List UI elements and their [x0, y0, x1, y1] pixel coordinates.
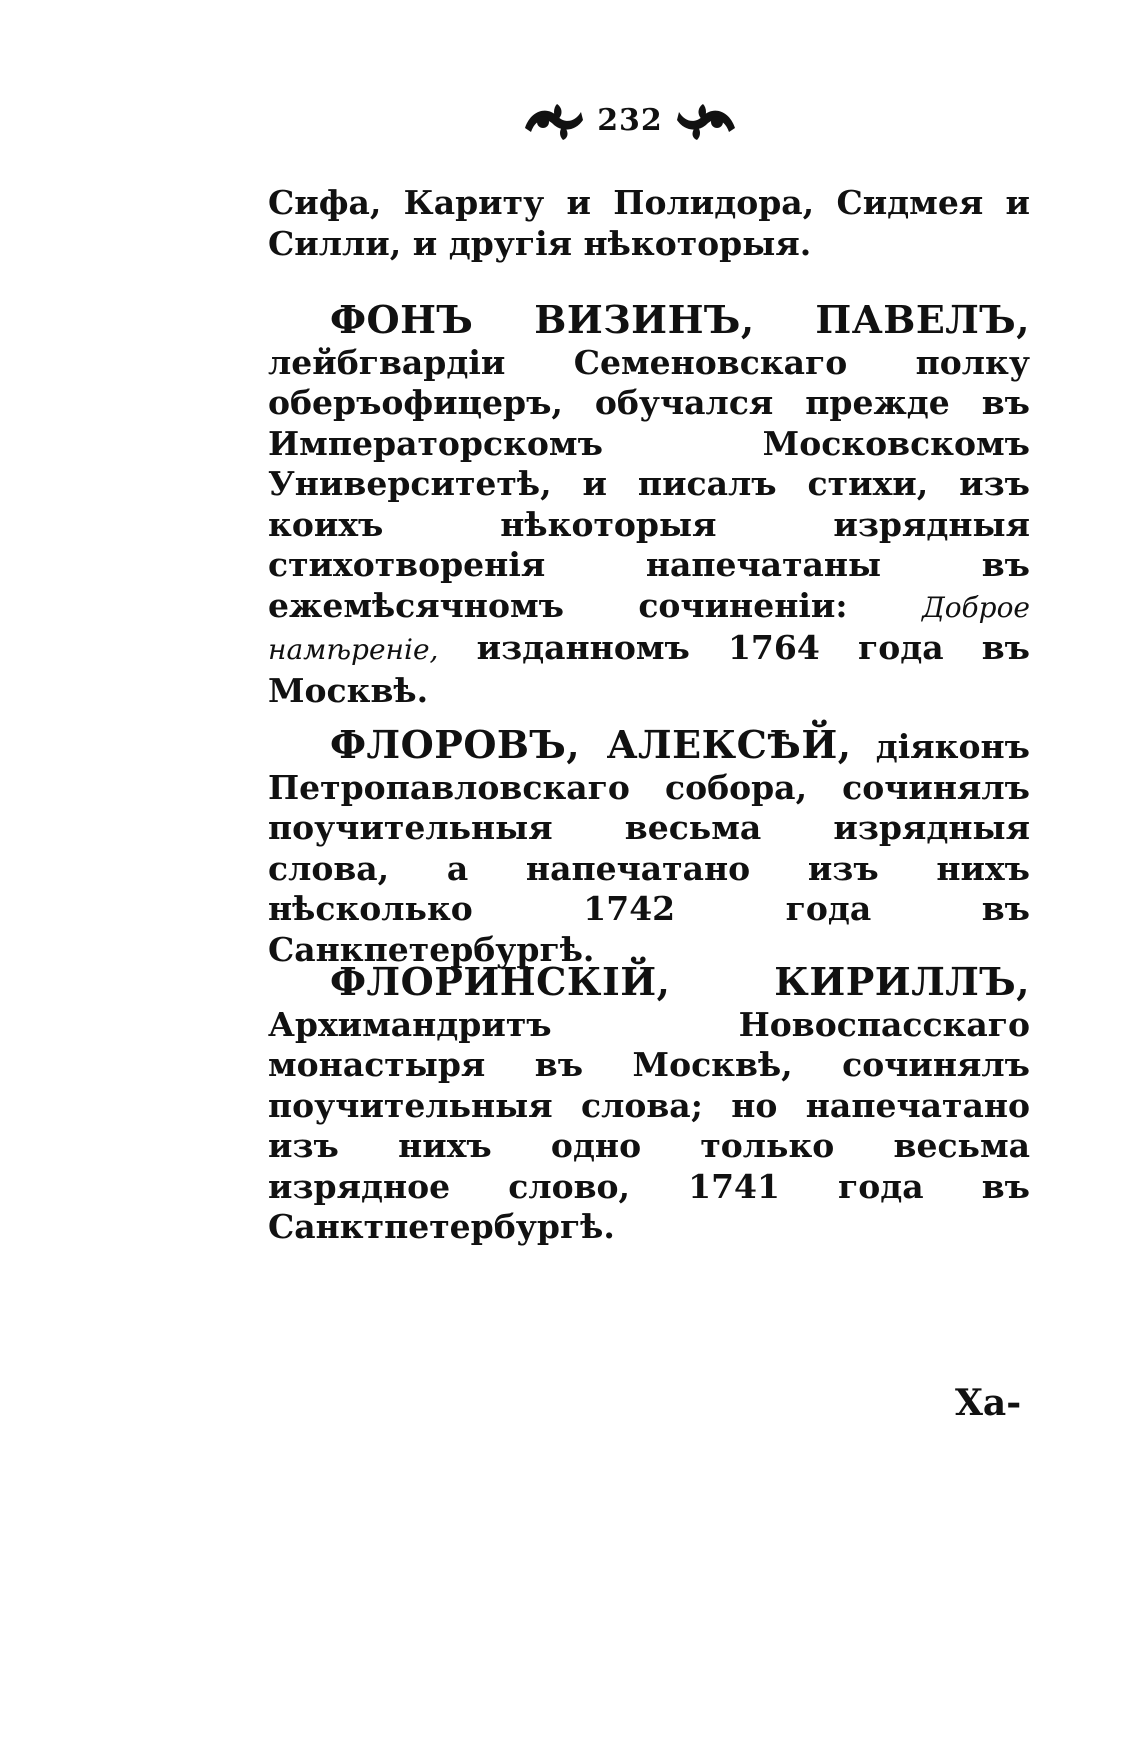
- continuation-paragraph: [268, 183, 1030, 264]
- catchword: Ха-: [955, 1382, 1022, 1424]
- left-ornament-icon: [517, 98, 587, 142]
- right-ornament-icon: [673, 98, 743, 142]
- entry-heading: ФЛОРИНСКІЙ, КИРИЛЛЪ,: [330, 959, 1030, 1004]
- entry-italic-title: Доброе намѣреніе,: [268, 590, 1030, 666]
- page-header: [500, 96, 760, 144]
- entry-heading: ФОНЪ ВИЗИНЪ, ПАВЕЛЪ,: [330, 297, 1030, 342]
- entry-fon-vizin: [268, 297, 1030, 711]
- entry-text: Архимандритъ Новоспасскаго монастыря въ Москвѣ, сочинялъ поучительныя слова; но напечатано изъ нихъ одно только весьма изрядное слово, 1741 года въ Санктпетербургѣ.: [268, 1004, 1030, 1246]
- entry-heading: ФЛОРОВЪ, АЛЕКСѢЙ,: [330, 722, 852, 767]
- page-number: 232: [597, 102, 663, 138]
- entry-text-end: изданномъ 1764 года въ Москвѣ.: [268, 628, 1030, 710]
- continuation-text: Сифа, Кариту и Полидора, Сидмея и Силли, и другія нѣкоторыя.: [268, 183, 1030, 263]
- entry-florinsky: [268, 959, 1030, 1248]
- entry-text: лейбгвардіи Семеновскаго полку оберъофицеръ, обучался прежде въ Императорскомъ Московскомъ Университетѣ, и писалъ стихи, изъ коихъ нѣкоторыя изрядныя стихотворенія напечатаны въ ежемѣсячномъ сочиненіи:: [268, 342, 1030, 625]
- entry-text: діяконъ Петропавловскаго собора, сочинялъ поучительныя весьма изрядныя слова, а напечатано изъ нихъ нѣсколько 1742 года въ Санкпетербургѣ.: [268, 727, 1030, 969]
- entry-florov: [268, 722, 1030, 970]
